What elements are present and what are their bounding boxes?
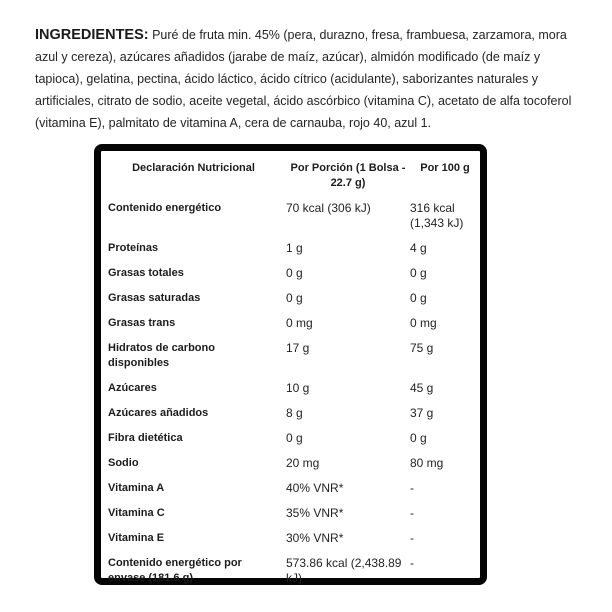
per-100g-value: 80 mg (410, 456, 444, 470)
per-100g-value: 75 g (410, 341, 434, 355)
table-row (101, 551, 480, 591)
table-row (101, 261, 480, 286)
per-portion-value: 17 g (286, 341, 310, 355)
nutrient-name: Vitamina E (108, 532, 165, 544)
per-portion-value: 0 mg (286, 316, 313, 330)
header-per-portion: Por Porción (1 Bolsa - 22.7 g) (290, 162, 406, 189)
nutrient-name: Grasas saturadas (108, 292, 201, 304)
table-row (101, 336, 480, 376)
nutrient-name: Azúcares añadidos (108, 407, 209, 419)
per-portion-value: 0 g (286, 431, 303, 445)
nutrient-name: Grasas totales (108, 267, 184, 279)
per-100g-value: - (410, 531, 414, 545)
per-100g-value: - (410, 506, 414, 520)
ingredients-text: Puré de fruta min. 45% (pera, durazno, fresa, frambuesa, zarzamora, mora azul y cereza), azúcares añadidos (jarabe de maíz, azúcar), almidón modificado (de maíz y tapioca), gelatina, pectina, ácido láctico, ácido cítrico (acidulante), saborizantes naturales y artificiales, citrato de sodio, aceite vegetal, ácido ascórbico (vitamina C), acetato de alfa tocoferol (vitamina E), palmitato de vitamina A, cera de carnauba, rojo 40, azul 1. (35, 28, 572, 130)
nutrient-name: Proteínas (108, 242, 159, 254)
per-portion-value: 35% VNR* (286, 506, 344, 520)
per-portion-value: 40% VNR* (286, 481, 344, 495)
per-100g-value: 0 mg (410, 316, 437, 330)
per-portion-value: 8 g (286, 406, 303, 420)
per-100g-value: - (410, 481, 414, 495)
per-portion-value: 10 g (286, 381, 310, 395)
per-100g-value: 0 g (410, 266, 427, 280)
per-100g-value: 45 g (410, 381, 434, 395)
per-100g-value: - (410, 556, 414, 570)
per-portion-value: 573.86 kcal (2,438.89 kJ) (286, 556, 402, 585)
nutrient-name: Contenido energético (108, 202, 222, 214)
nutrient-name: Fibra dietética (108, 432, 183, 444)
table-row (101, 376, 480, 401)
table-row (101, 236, 480, 261)
nutrient-name: Vitamina C (108, 507, 165, 519)
nutrient-name: Vitamina A (108, 482, 165, 494)
nutrient-name: Sodio (108, 457, 139, 469)
per-100g-value: 37 g (410, 406, 434, 420)
table-row (101, 286, 480, 311)
nutrient-name: Contenido energético por envase (181.6 g) (108, 557, 242, 584)
nutrition-facts-panel (94, 144, 487, 585)
table-row (101, 426, 480, 451)
table-row (101, 196, 480, 236)
per-100g-value: 4 g (410, 241, 427, 255)
per-portion-value: 70 kcal (306 kJ) (286, 201, 371, 215)
ingredients-heading: INGREDIENTES: (35, 27, 149, 43)
per-portion-value: 0 g (286, 291, 303, 305)
nutrient-name: Grasas trans (108, 317, 176, 329)
header-nutrient: Declaración Nutricional (132, 162, 255, 174)
per-portion-value: 0 g (286, 266, 303, 280)
table-row (101, 476, 480, 501)
per-portion-value: 1 g (286, 241, 303, 255)
table-row (101, 526, 480, 551)
table-row (101, 311, 480, 336)
nutrient-name: Hidratos de carbono disponibles (108, 342, 215, 369)
nutrition-table (101, 156, 480, 591)
table-row (101, 501, 480, 526)
per-100g-value: 316 kcal (1,343 kJ) (410, 201, 464, 230)
table-row (101, 451, 480, 476)
table-header-row (101, 156, 480, 196)
header-per-100g: Por 100 g (420, 162, 470, 174)
per-portion-value: 20 mg (286, 456, 320, 470)
per-portion-value: 30% VNR* (286, 531, 344, 545)
per-100g-value: 0 g (410, 431, 427, 445)
per-100g-value: 0 g (410, 291, 427, 305)
table-row (101, 401, 480, 426)
nutrient-name: Azúcares (108, 382, 157, 394)
ingredients-section (35, 24, 588, 134)
